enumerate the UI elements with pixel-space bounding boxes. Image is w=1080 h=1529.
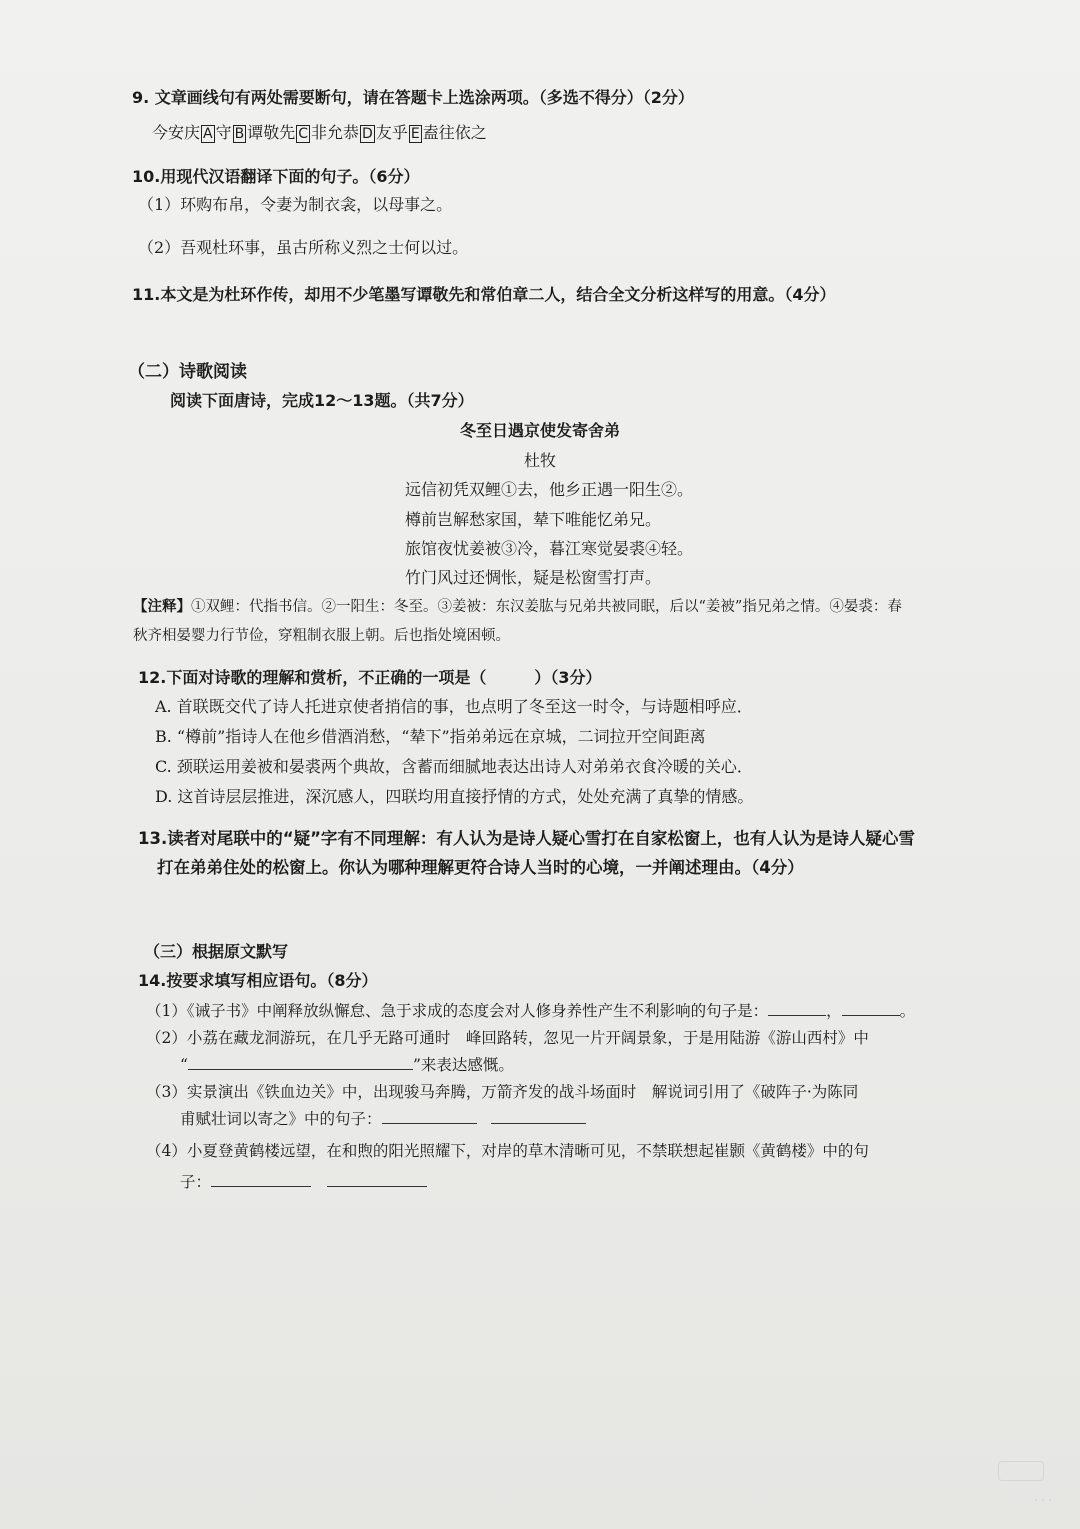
q14-item-3-line-2 xyxy=(180,1109,586,1129)
q11-title: 11.本文是为杜环作传，却用不少笔墨写谭敬先和常伯章二人，结合全文分析这样写的用意。（4分） xyxy=(132,285,836,304)
q14-item-4-text: 子： xyxy=(180,1173,212,1191)
q10-sentence-1: （1）环购布帛，令妻为制衣衾，以母事之。 xyxy=(138,195,453,214)
q9-option-d[interactable]: D xyxy=(362,126,373,142)
q14-title: 14.按要求填写相应语句。（8分） xyxy=(138,971,378,990)
q12-option-b: B. “樽前”指诗人在他乡借酒消愁，“辇下”指弟弟远在京城，二词拉开空间距离 xyxy=(155,727,706,746)
q12-option-a: A. 首联既交代了诗人托进京使者捎信的事，也点明了冬至这一时令，与诗题相呼应． xyxy=(155,697,753,716)
poem-notes-label: 【注释】 xyxy=(133,599,191,615)
q9-seg0: 今安庆 xyxy=(152,123,201,142)
q14-item-4-blank-2[interactable] xyxy=(327,1172,427,1187)
watermark: · · · xyxy=(1034,1494,1052,1507)
q13-line-2: 打在弟弟住处的松窗上。你认为哪种理解更符合诗人当时的心境，一并阐述理由。（4分） xyxy=(157,858,804,877)
q14-item-2-line-2 xyxy=(180,1055,514,1075)
q14-item-4-line-2 xyxy=(180,1172,427,1192)
poem-line-4: 竹门风过还惆怅，疑是松窗雪打声。 xyxy=(405,568,662,587)
q14-item-3-blank-1[interactable] xyxy=(382,1109,477,1124)
q12-option-c: C. 颈联运用姜被和晏裘两个典故，含蓄而细腻地表达出诗人对弟弟衣食冷暖的关心． xyxy=(155,757,753,776)
q14-item-4-line-1: （4）小夏登黄鹤楼远望，在和煦的阳光照耀下，对岸的草木清晰可见，不禁联想起崔颢《黄鹤楼》中的句 xyxy=(146,1142,869,1160)
poem-line-2: 樽前岂解愁家国，辇下唯能忆弟兄。 xyxy=(405,510,662,529)
q14-item-1-text: （1）《诫子书》中阐释放纵懈怠、急于求成的态度会对人修身养性产生不利影响的句子是： xyxy=(146,1002,769,1020)
q14-item-1-blank-2[interactable] xyxy=(842,1001,900,1016)
q9-option-c[interactable]: C xyxy=(298,126,309,142)
q14-item-2-end: ”来表达感慨。 xyxy=(412,1056,514,1074)
q14-item-3-line-1: （3）实景演出《铁血边关》中，出现骏马奔腾，万箭齐发的战斗场面时 解说词引用了《破阵子·为陈同 xyxy=(146,1083,859,1101)
q9-option-a[interactable]: A xyxy=(203,126,213,142)
section3-heading: （三）根据原文默写 xyxy=(144,942,289,961)
q14-item-2-blank[interactable] xyxy=(188,1055,413,1070)
q9-seg3: 非允恭 xyxy=(311,123,360,142)
q9-seg2: 谭敬先 xyxy=(247,123,296,142)
q9-option-b[interactable]: B xyxy=(234,126,245,142)
poem-notes-line-2: 秋齐相晏婴力行节俭，穿粗制衣服上朝。后也指处境困顿。 xyxy=(133,628,510,644)
q14-item-4-blank-1[interactable] xyxy=(211,1172,311,1187)
q14-item-2-open-quote: “ xyxy=(180,1056,188,1074)
poem-line-1: 远信初凭双鲤①去，他乡正遇一阳生②。 xyxy=(405,480,694,499)
q9-option-e[interactable]: E xyxy=(410,126,420,142)
q12-option-d: D. 这首诗层层推进，深沉感人，四联均用直接抒情的方式，处处充满了真挚的情感。 xyxy=(155,787,754,806)
poem-notes-text-1: ①双鲤：代指书信。②一阳生：冬至。③姜被：东汉姜肱与兄弟共被同眠，后以“姜被”指兄弟之情。④晏裘：春 xyxy=(191,599,902,615)
q9-sentence xyxy=(152,123,487,143)
poem-notes-line-1 xyxy=(133,597,902,617)
watermark-logo-icon xyxy=(998,1461,1044,1481)
poem-title: 冬至日遇京使发寄舍弟 xyxy=(459,421,620,440)
section2-intro: 阅读下面唐诗，完成12～13题。（共7分） xyxy=(170,391,474,410)
q10-sentence-2: （2）吾观杜环事，虽古所称义烈之士何以过。 xyxy=(138,238,469,257)
q14-item-1-sep: ， xyxy=(826,1002,842,1020)
q14-item-2-line-1: （2）小荔在藏龙洞游玩，在几乎无路可通时 峰回路转，忽见一片开阔景象，于是用陆游《游山西村》中 xyxy=(146,1029,869,1047)
q14-item-1-end: 。 xyxy=(899,1002,916,1020)
q9-seg5: 盍往依之 xyxy=(422,123,487,142)
q14-item-3-blank-2[interactable] xyxy=(491,1109,586,1124)
q9-title: 9. 文章画线句有两处需要断句，请在答题卡上选涂两项。（多选不得分）（2分） xyxy=(132,88,694,107)
q14-item-1 xyxy=(146,1001,915,1021)
q9-seg4: 友乎 xyxy=(375,123,408,142)
q10-title: 10.用现代汉语翻译下面的句子。（6分） xyxy=(132,167,420,186)
q9-seg1: 守 xyxy=(215,123,232,142)
poem-author: 杜牧 xyxy=(523,451,556,470)
q14-item-1-blank-1[interactable] xyxy=(768,1001,826,1016)
section2-heading: （二）诗歌阅读 xyxy=(128,362,247,382)
poem-line-3: 旅馆夜忧姜被③冷，暮江寒觉晏裘④轻。 xyxy=(405,539,694,558)
q13-line-1: 13.读者对尾联中的“疑”字有不同理解：有人认为是诗人疑心雪打在自家松窗上，也有人认为是诗人疑心雪 xyxy=(138,829,915,848)
q12-title: 12.下面对诗歌的理解和赏析，不正确的一项是（ ）（3分） xyxy=(138,668,602,687)
q14-item-3-text: 甫赋壮词以寄之》中的句子： xyxy=(180,1110,382,1128)
